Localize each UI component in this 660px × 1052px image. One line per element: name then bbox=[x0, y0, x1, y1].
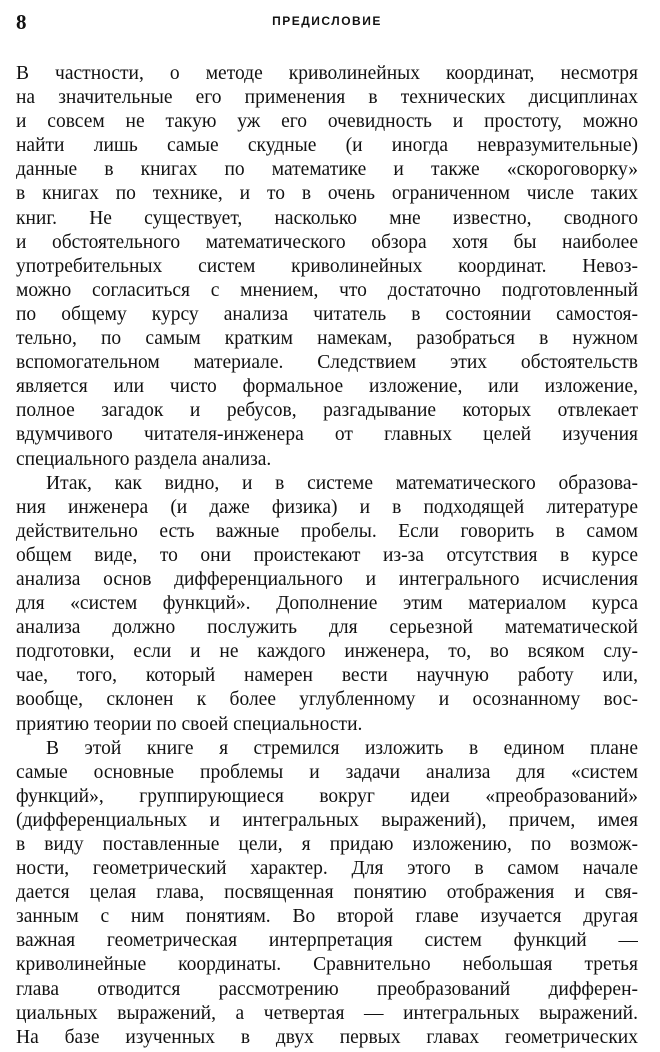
paragraph-1 bbox=[16, 62, 638, 472]
text-line: анализа должно послужить для серьезной математической bbox=[16, 617, 638, 639]
page-header bbox=[16, 12, 638, 38]
text-line: (дифференциальных и интегральных выражений), причем, имея bbox=[16, 809, 638, 831]
text-line: Итак, как видно, и в системе математического образова- bbox=[46, 472, 638, 494]
text-line: употребительных систем криволинейных координат. Невоз- bbox=[16, 255, 638, 277]
text-line: вообще, склонен к более углубленному и осознанному вос- bbox=[16, 689, 638, 711]
text-line: специального раздела анализа. bbox=[16, 448, 272, 470]
text-line: и обстоятельного математического обзора хотя бы наиболее bbox=[16, 231, 638, 253]
running-head: ПРЕДИСЛОВИЕ bbox=[272, 14, 382, 28]
text-line: подготовки, если и не каждого инженера, то, во всяком слу- bbox=[16, 641, 638, 663]
book-page bbox=[16, 12, 638, 1050]
text-line: тельно, по самым кратким намекам, разобраться в нужном bbox=[16, 328, 638, 350]
text-line: общем виде, то они проистекают из-за отсутствия в курсе bbox=[16, 544, 638, 566]
text-line: вспомогательном материале. Следствием этих обстоятельств bbox=[16, 352, 638, 374]
text-line: глава отводится рассмотрению преобразований дифферен- bbox=[16, 978, 638, 1000]
text-line: найти лишь самые скудные (и иногда невразумительные) bbox=[16, 135, 638, 157]
text-line: функций», группирующиеся вокруг идеи «преобразований» bbox=[16, 785, 638, 807]
text-line: занным с ним понятиям. Во второй главе изучается другая bbox=[16, 906, 638, 928]
text-line: по общему курсу анализа читатель в состоянии самостоя- bbox=[16, 303, 638, 325]
paragraph-2 bbox=[16, 472, 638, 737]
text-line: ности, геометрический характер. Для этого в самом начале bbox=[16, 858, 638, 880]
text-line: полное загадок и ребусов, разгадывание которых отвлекает bbox=[16, 400, 638, 422]
text-line: В этой книге я стремился изложить в едином плане bbox=[46, 737, 638, 759]
body-text bbox=[16, 62, 638, 1050]
text-line: ния инженера (и даже физика) и в подходящей литературе bbox=[16, 496, 638, 518]
text-line: самые основные проблемы и задачи анализа для «систем bbox=[16, 761, 638, 783]
text-line: на значительные его применения в технических дисциплинах bbox=[16, 87, 638, 109]
text-line: В частности, о методе криволинейных координат, несмотря bbox=[16, 63, 638, 84]
text-line: для «систем функций». Дополнение этим материалом курса bbox=[16, 593, 638, 615]
text-line: циальных выражений, а четвертая — интегральных выражений. bbox=[16, 1002, 638, 1024]
text-line: приятию теории по своей специальности. bbox=[16, 713, 363, 735]
text-line: анализа основ дифференциального и интегрального исчисления bbox=[16, 568, 638, 590]
text-line: в виду поставленные цели, я придаю изложению, по возмож- bbox=[16, 834, 638, 855]
text-line: является или чисто формальное изложение, или изложение, bbox=[16, 376, 638, 398]
text-line: вдумчивого читателя-инженера от главных целей изучения bbox=[16, 424, 638, 446]
page-number: 8 bbox=[16, 10, 27, 34]
text-line: важная геометрическая интерпретация систем функций — bbox=[16, 930, 638, 952]
text-line: данные в книгах по математике и также «скороговорку» bbox=[16, 159, 638, 181]
text-line: можно согласиться с мнением, что достаточно подготовленный bbox=[16, 279, 638, 301]
text-line: и совсем не такую уж его очевидность и простоту, можно bbox=[16, 111, 638, 133]
text-line: действительно есть важные пробелы. Если говорить в самом bbox=[16, 520, 638, 542]
paragraph-3 bbox=[16, 737, 638, 1050]
text-line: в книгах по технике, и то в очень ограниченном числе таких bbox=[16, 183, 638, 205]
text-line: криволинейные координаты. Сравнительно небольшая третья bbox=[16, 954, 638, 976]
text-line: дается целая глава, посвященная понятию отображения и свя- bbox=[16, 882, 638, 904]
text-line: чае, того, который намерен вести научную работу или, bbox=[16, 665, 638, 687]
text-line: книг. Не существует, насколько мне известно, сводного bbox=[16, 207, 638, 229]
text-line: На базе изученных в двух первых главах геометрических bbox=[16, 1026, 638, 1048]
